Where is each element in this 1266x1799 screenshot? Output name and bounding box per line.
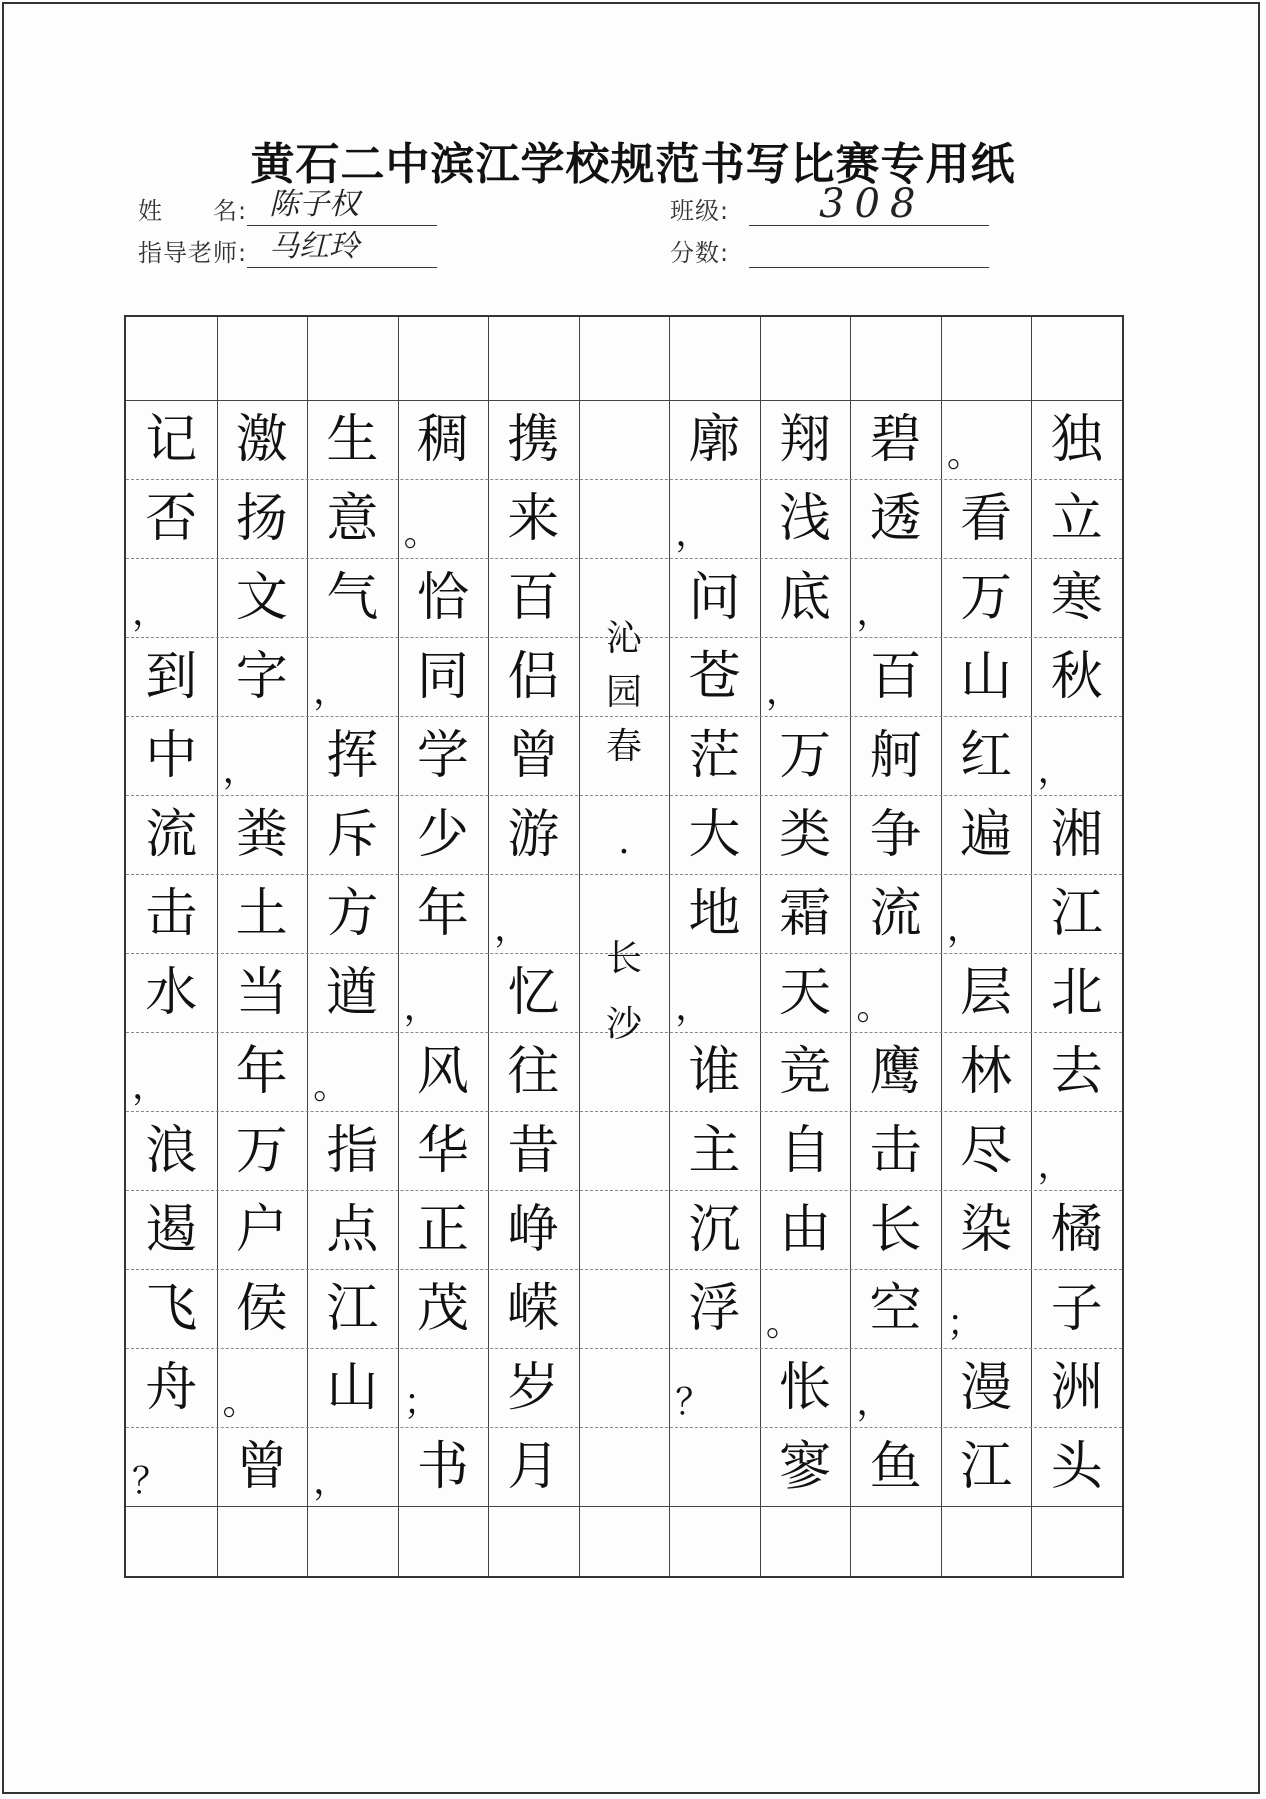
teacher-line <box>247 229 437 268</box>
grid-punctuation: ， <box>1037 750 1074 791</box>
grid-character: 江 <box>1050 883 1103 944</box>
grid-character: 茫 <box>688 725 741 786</box>
grid-punctuation: 。 <box>765 1303 802 1344</box>
grid-character: 中 <box>145 725 198 786</box>
grid-character: 洲 <box>1050 1357 1103 1418</box>
grid-character: 曾 <box>507 725 560 786</box>
grid-punctuation: 。 <box>856 987 893 1028</box>
grid-character: 流 <box>145 804 198 865</box>
score-label: 分数: <box>670 239 730 267</box>
grid-character: 寒 <box>1050 567 1103 628</box>
grid-character: 斥 <box>326 804 379 865</box>
grid-character: 底 <box>779 567 832 628</box>
teacher-label: 指导老师: <box>138 239 248 267</box>
grid-punctuation: ； <box>403 1382 440 1423</box>
grid-character: 长 <box>869 1199 922 1260</box>
score-field <box>670 232 989 268</box>
grid-character: 子 <box>1050 1278 1103 1339</box>
grid-character: 立 <box>1050 488 1103 549</box>
grid-punctuation: 。 <box>403 513 440 554</box>
grid-character: 问 <box>688 567 741 628</box>
poem-title-column <box>579 618 670 1046</box>
grid-character: 方 <box>326 883 379 944</box>
grid-character: 水 <box>145 962 198 1023</box>
grid-punctuation: 。 <box>313 1066 350 1107</box>
grid-punctuation: ？ <box>675 1382 712 1423</box>
grid-character: 天 <box>779 962 832 1023</box>
grid-character: 万 <box>779 725 832 786</box>
grid-character: 染 <box>960 1199 1013 1260</box>
grid-character: 曾 <box>235 1436 288 1497</box>
grid-character: 侯 <box>235 1278 288 1339</box>
grid-character: 廓 <box>688 409 741 470</box>
name-label: 姓 名: <box>138 197 248 225</box>
grid-character: 击 <box>869 1120 922 1181</box>
grid-character: 浮 <box>688 1278 741 1339</box>
grid-character: 山 <box>960 646 1013 707</box>
grid-character: 气 <box>326 567 379 628</box>
grid-character: 层 <box>960 962 1013 1023</box>
grid-character: 击 <box>145 883 198 944</box>
grid-character: 飞 <box>145 1278 198 1339</box>
grid-character: 意 <box>326 488 379 549</box>
grid-punctuation: ， <box>856 592 893 633</box>
grid-character: 遏 <box>145 1199 198 1260</box>
grid-character: 谁 <box>688 1041 741 1102</box>
grid-punctuation: ， <box>675 987 712 1028</box>
grid-character: 同 <box>416 646 469 707</box>
grid-character: 嵘 <box>507 1278 560 1339</box>
grid-character: 浅 <box>779 488 832 549</box>
grid-character: 翔 <box>779 409 832 470</box>
score-line <box>749 233 989 268</box>
grid-character: 稠 <box>416 409 469 470</box>
grid-punctuation: ， <box>132 1066 169 1107</box>
grid-character: 舸 <box>869 725 922 786</box>
grid-character: 书 <box>416 1436 469 1497</box>
grid-punctuation: ， <box>675 513 712 554</box>
grid-character: 百 <box>869 646 922 707</box>
grid-character: 百 <box>507 567 560 628</box>
grid-character: 年 <box>416 883 469 944</box>
grid-character: 忆 <box>507 962 560 1023</box>
grid-character: 尽 <box>960 1120 1013 1181</box>
grid-character: 自 <box>779 1120 832 1181</box>
grid-punctuation: ， <box>403 987 440 1028</box>
grid-punctuation: ？ <box>132 1461 169 1502</box>
grid-punctuation: ， <box>132 592 169 633</box>
grid-punctuation: ， <box>494 908 531 949</box>
name-value: 陈子权 <box>269 187 360 222</box>
grid-character: 遍 <box>960 804 1013 865</box>
poem-title-char: 沁 <box>605 618 642 660</box>
grid-punctuation: ， <box>1037 1145 1074 1186</box>
grid-character: 峥 <box>507 1199 560 1260</box>
grid-character: 携 <box>507 409 560 470</box>
poem-title-char: · <box>618 832 630 874</box>
grid-character: 湘 <box>1050 804 1103 865</box>
grid-character: 鱼 <box>869 1436 922 1497</box>
grid-character: 橘 <box>1050 1199 1103 1260</box>
grid-character: 霜 <box>779 883 832 944</box>
grid-character: 看 <box>960 488 1013 549</box>
grid-character: 头 <box>1050 1436 1103 1497</box>
grid-punctuation: ， <box>313 671 350 712</box>
grid-character: 鹰 <box>869 1041 922 1102</box>
grid-character: 秋 <box>1050 646 1103 707</box>
grid-character: 争 <box>869 804 922 865</box>
grid-character: 江 <box>326 1278 379 1339</box>
grid-character: 万 <box>960 567 1013 628</box>
grid-character: 记 <box>145 409 198 470</box>
grid-character: 寥 <box>779 1436 832 1497</box>
grid-character: 独 <box>1050 409 1103 470</box>
grid-character: 往 <box>507 1041 560 1102</box>
grid-character: 主 <box>688 1120 741 1181</box>
grid-character: 类 <box>779 804 832 865</box>
grid-character: 碧 <box>869 409 922 470</box>
grid-character: 否 <box>145 488 198 549</box>
grid-character: 透 <box>869 488 922 549</box>
grid-character: 沉 <box>688 1199 741 1260</box>
grid-character: 来 <box>507 488 560 549</box>
grid-character: 生 <box>326 409 379 470</box>
grid-character: 空 <box>869 1278 922 1339</box>
grid-punctuation: ， <box>765 671 802 712</box>
grid-character: 华 <box>416 1120 469 1181</box>
grid-character: 苍 <box>688 646 741 707</box>
grid-character: 当 <box>235 962 288 1023</box>
grid-character: 山 <box>326 1357 379 1418</box>
class-field <box>670 181 989 227</box>
grid-character: 年 <box>235 1041 288 1102</box>
teacher-field <box>138 229 437 268</box>
grid-character: 月 <box>507 1436 560 1497</box>
grid-punctuation: 。 <box>946 434 983 475</box>
grid-character: 文 <box>235 567 288 628</box>
grid-character: 激 <box>235 409 288 470</box>
grid-punctuation: 。 <box>222 1382 259 1423</box>
grid-character: 扬 <box>235 488 288 549</box>
grid-character: 红 <box>960 725 1013 786</box>
grid-character: 舟 <box>145 1357 198 1418</box>
class-label: 班级: <box>670 197 730 225</box>
grid-character: 北 <box>1050 962 1103 1023</box>
grid-character: 浪 <box>145 1120 198 1181</box>
grid-character: 岁 <box>507 1357 560 1418</box>
grid-character: 户 <box>235 1199 288 1260</box>
grid-character: 挥 <box>326 725 379 786</box>
grid-character: 昔 <box>507 1120 560 1181</box>
grid-character: 漫 <box>960 1357 1013 1418</box>
poem-title-char: 沙 <box>605 1004 642 1046</box>
grid-character: 万 <box>235 1120 288 1181</box>
grid-character: 茂 <box>416 1278 469 1339</box>
grid-character: 学 <box>416 725 469 786</box>
grid-character: 遒 <box>326 962 379 1023</box>
class-value: 308 <box>819 181 926 227</box>
grid-character: 正 <box>416 1199 469 1260</box>
grid-character: 字 <box>235 646 288 707</box>
page-title: 黄石二中滨江学校规范书写比赛专用纸 <box>250 139 1016 190</box>
grid-character: 土 <box>235 883 288 944</box>
grid-character: 游 <box>507 804 560 865</box>
grid-character: 大 <box>688 804 741 865</box>
grid-character: 去 <box>1050 1041 1103 1102</box>
grid-punctuation: ； <box>946 1303 983 1344</box>
poem-title-char: 长 <box>605 938 642 980</box>
grid-character: 流 <box>869 883 922 944</box>
grid-character: 怅 <box>779 1357 832 1418</box>
grid-character: 风 <box>416 1041 469 1102</box>
grid-character: 竞 <box>779 1041 832 1102</box>
grid-row-line <box>126 1506 1122 1507</box>
grid-character: 指 <box>326 1120 379 1181</box>
class-line <box>749 181 989 227</box>
grid-character: 点 <box>326 1199 379 1260</box>
grid-character: 侣 <box>507 646 560 707</box>
poem-title-char: 春 <box>605 726 642 768</box>
grid-character: 粪 <box>235 804 288 865</box>
grid-punctuation: ， <box>856 1382 893 1423</box>
grid-character: 由 <box>779 1199 832 1260</box>
grid-character: 恰 <box>416 567 469 628</box>
grid-punctuation: ， <box>313 1461 350 1502</box>
teacher-value: 马红玲 <box>269 229 360 264</box>
grid-character: 江 <box>960 1436 1013 1497</box>
grid-character: 林 <box>960 1041 1013 1102</box>
grid-punctuation: ， <box>946 908 983 949</box>
grid-character: 到 <box>145 646 198 707</box>
writing-grid <box>124 315 1124 1578</box>
grid-punctuation: ， <box>222 750 259 791</box>
poem-title-char: 园 <box>605 672 642 714</box>
grid-character: 地 <box>688 883 741 944</box>
grid-character: 少 <box>416 804 469 865</box>
